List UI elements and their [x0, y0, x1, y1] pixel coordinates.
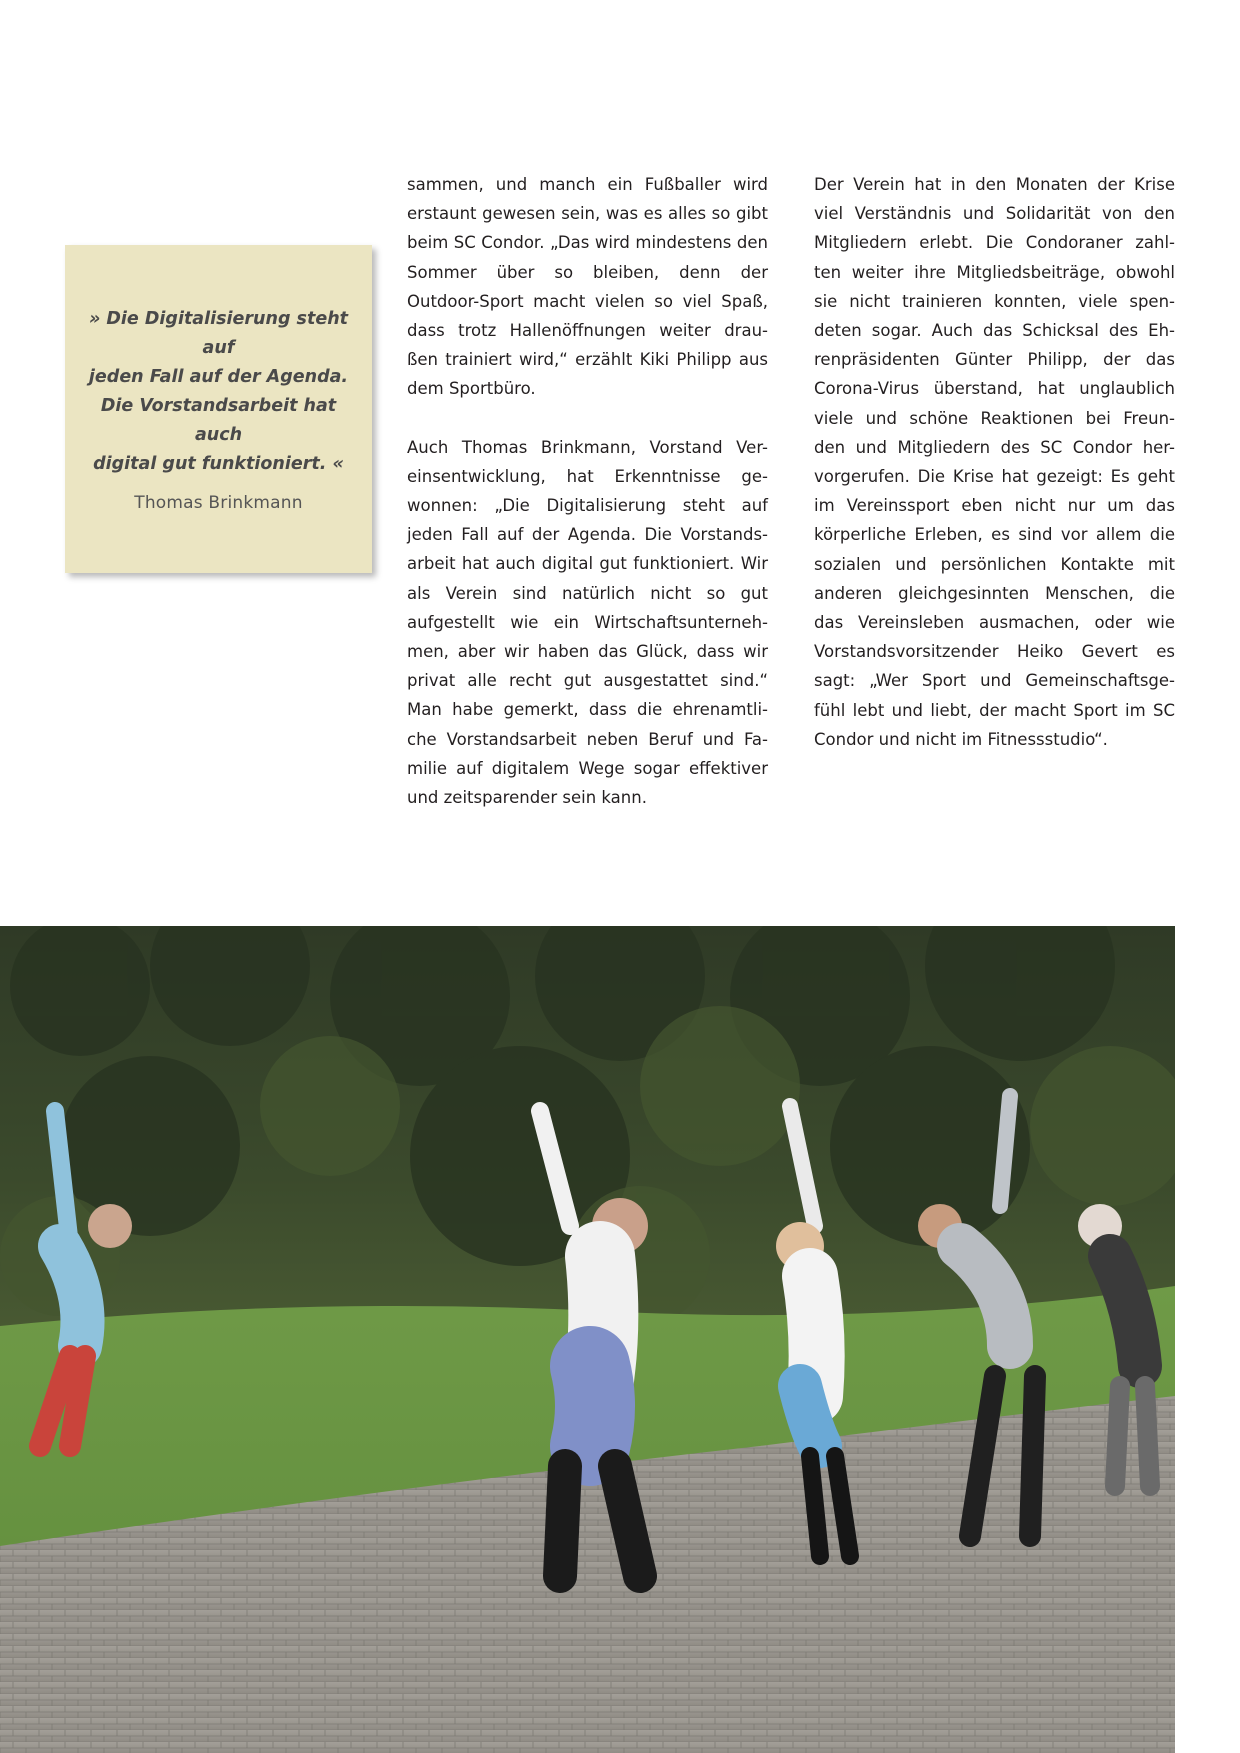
text-line: aus dem Sportbüro. [407, 350, 768, 399]
text-line: aufgestellt wie ein Wirtschaftsunterneh- [407, 612, 768, 632]
text-line: arbeit hat auch digital gut funktioniert. [407, 554, 735, 574]
text-line: viel Verständnis und Solidarität von den [814, 204, 1175, 224]
text-line: körperliche Erleben, es sind vor allem die [814, 525, 1175, 545]
quote-line: » Die Digitalisierung steht auf [88, 309, 349, 358]
text-line: Auch Thomas Brinkmann, Vorstand Ver- [407, 437, 768, 457]
paragraph [814, 170, 1175, 754]
text-line: fühl lebt und liebt, der macht Sport im SC [814, 700, 1175, 720]
article-column-2 [814, 170, 1175, 754]
text-line: sagt: „Wer Sport und Gemeinschaftsge- [814, 671, 1175, 691]
text-line: privat alle recht gut ausgestattet sind.“ [407, 671, 768, 691]
text-line: den und Mitgliedern des SC Condor her- [814, 437, 1175, 457]
text-line: dass trotz Hallenöffnungen weiter drau- [407, 321, 768, 341]
text-line: men, aber wir haben das Glück, dass wir [407, 642, 768, 662]
quote-line: digital gut funktioniert. « [93, 454, 344, 474]
text-line: anderen gleichgesinnten Menschen, die [814, 583, 1175, 603]
text-line: sie nicht trainieren konnten, viele spen- [814, 291, 1175, 311]
pull-quote-text [83, 305, 354, 479]
text-line: Vorstandsvorsitzender Heiko Gevert es [814, 642, 1175, 662]
text-line: viele und schöne Reaktionen bei Freun- [814, 408, 1175, 428]
text-line: einsentwicklung, hat Erkenntnisse ge- [407, 466, 768, 486]
text-line: Wir als Verein sind natürlich nicht so gut [407, 554, 769, 603]
text-line: Outdoor-Sport macht vielen so viel Spaß, [407, 291, 768, 311]
text-line: das Vereinsleben ausmachen, oder wie [814, 613, 1175, 633]
text-line: ßen trainiert wird,“ erzählt Kiki Philipp [407, 350, 732, 370]
text-line: vorgerufen. Die Krise hat gezeigt: Es geht [814, 467, 1175, 487]
article-column-1 [407, 170, 768, 812]
text-line: jeden Fall auf der Agenda. Die Vorstands- [407, 525, 768, 545]
text-line: Man habe gemerkt, dass die ehrenamtli- [407, 700, 768, 720]
text-line: renpräsidenten Günter Philipp, der das [814, 350, 1175, 370]
text-line: ten weiter ihre Mitgliedsbeiträge, obwohl [814, 262, 1175, 282]
text-line: wonnen: „Die Digitalisierung steht auf [407, 496, 768, 516]
text-line: im Vereinssport eben nicht nur um das [814, 496, 1175, 516]
text-line: deten sogar. Auch das Schicksal des Eh- [814, 321, 1175, 341]
text-line: sammen, und manch ein Fußballer wird [407, 175, 768, 194]
text-line: erstaunt gewesen sein, was es alles so gibt [407, 204, 768, 224]
text-line: milie auf digitalem Wege sogar effektiver [407, 758, 768, 778]
quote-line: jeden Fall auf der Agenda. [88, 367, 349, 387]
text-line: Condor und nicht im Fitnessstudio“. [814, 729, 1108, 749]
quote-line: Die Vorstandsarbeit hat auch [100, 396, 337, 445]
text-line: che Vorstandsarbeit neben Beruf und Fa- [407, 729, 768, 749]
text-line: und zeitsparender sein kann. [407, 788, 647, 808]
text-line: den Sommer über so bleiben, denn der [407, 233, 768, 282]
text-line: Mitgliedern erlebt. Die Condoraner zahl- [814, 233, 1175, 253]
text-line: Der Verein hat in den Monaten der Krise [814, 175, 1175, 194]
paragraph [407, 170, 768, 404]
text-line: sozialen und persönlichen Kontakte mit [814, 554, 1175, 574]
paragraph [407, 433, 768, 813]
quote-author: Thomas Brinkmann [134, 493, 303, 513]
group-exercise-photo [0, 926, 1175, 1753]
pull-quote-box [65, 245, 372, 573]
text-line: beim SC Condor. „Das wird mindestens [407, 233, 732, 253]
text-line: Corona-Virus überstand, hat unglaublich [814, 379, 1175, 399]
